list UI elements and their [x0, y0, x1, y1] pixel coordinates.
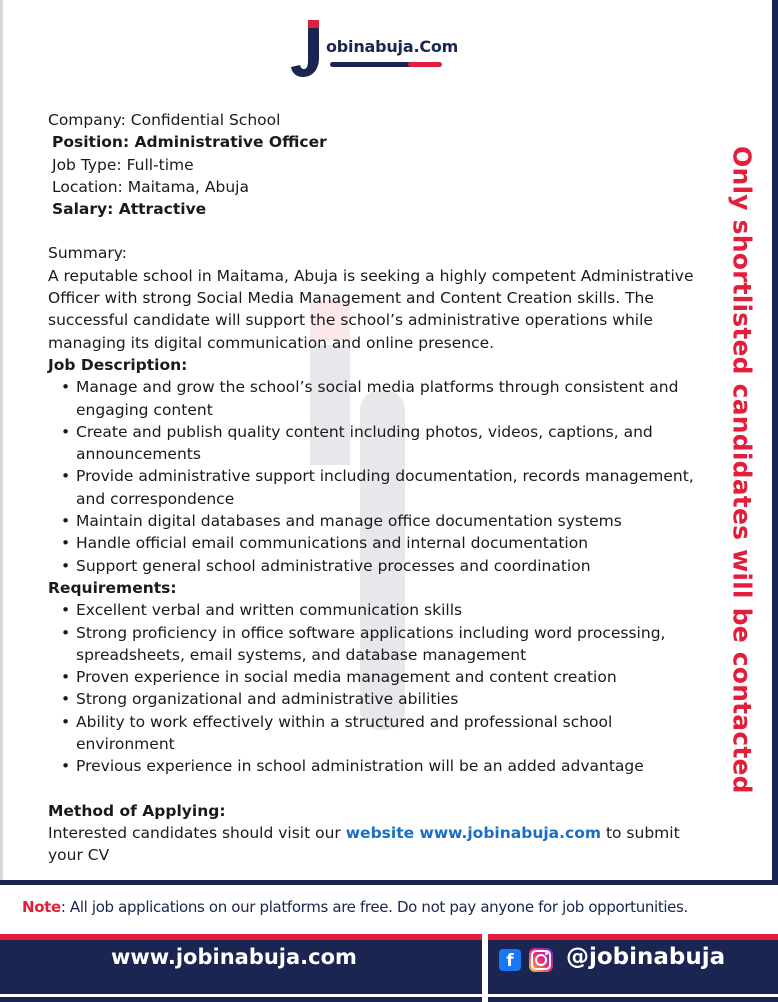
left-border — [0, 0, 3, 880]
list-item: • Proven experience in social media management and content creation — [48, 666, 708, 688]
job-type-line: Job Type: Full-time — [52, 155, 194, 174]
list-item: • Provide administrative support including documentation, records management, and correspondence — [48, 465, 708, 510]
note-text: : All job applications on our platforms are free. Do not pay anyone for job opportunities. — [60, 898, 688, 916]
footer-bottom-stripe — [0, 994, 778, 997]
requirements-list — [48, 599, 708, 777]
note-label: Note — [22, 898, 61, 916]
right-border — [772, 0, 778, 880]
summary-text: A reputable school in Maitama, Abuja is seeking a highly competent Administrative Officer with strong Social Media Management and Content Creation skills. The successful candidate will support the school’s administrative operations while managing its digital communication and online presence. — [48, 266, 694, 352]
logo-wordmark: obinabuja.Com — [326, 37, 459, 56]
job-post-body — [48, 109, 708, 867]
shortlist-notice — [725, 148, 759, 792]
footer-column-divider — [482, 934, 488, 1002]
list-item: • Manage and grow the school’s social media platforms through consistent and engaging content — [48, 376, 708, 421]
summary-heading: Summary: — [48, 244, 127, 263]
company-line: Company: Confidential School — [48, 111, 281, 129]
list-item: • Support general school administrative processes and coordination — [48, 555, 708, 577]
list-item: • Maintain digital databases and manage office documentation systems — [48, 510, 708, 532]
list-item: • Strong proficiency in office software applications including word processing, spreadsheets, email systems, and database management — [48, 622, 708, 667]
list-item: • Strong organizational and administrative abilities — [48, 688, 708, 710]
footer-divider-line — [0, 880, 778, 885]
shortlist-notice-text: Only shortlisted candidates will be contacted — [727, 146, 757, 794]
apply-prefix: Interested candidates should visit our — [48, 823, 346, 842]
method-of-applying-heading: Method of Applying: — [48, 801, 226, 820]
list-item: • Handle official email communications and internal documentation — [48, 532, 708, 554]
list-item: • Create and publish quality content including photos, videos, captions, and announcements — [48, 421, 708, 466]
facebook-icon[interactable]: f — [499, 949, 521, 971]
list-item: • Ability to work effectively within a structured and professional school environment — [48, 711, 708, 756]
list-item: • Excellent verbal and written communication skills — [48, 599, 708, 621]
spacer — [48, 778, 708, 800]
location-line: Location: Maitama, Abuja — [52, 177, 249, 196]
website-link[interactable]: website www.jobinabuja.com — [345, 823, 602, 842]
job-description-list — [48, 376, 708, 577]
logo-underline-red — [408, 62, 442, 67]
requirements-heading: Requirements: — [48, 578, 177, 597]
jobinabuja-logo — [290, 20, 470, 80]
list-item: • Previous experience in school administration will be an added advantage — [48, 755, 708, 777]
j-logo-icon — [290, 20, 326, 78]
position-line: Position: Administrative Officer — [52, 133, 327, 152]
apply-suffix: to submit your CV — [48, 823, 680, 865]
salary-line: Salary: Attractive — [52, 200, 207, 219]
instagram-icon[interactable] — [529, 948, 553, 972]
social-handle[interactable]: @jobinabuja — [566, 944, 726, 970]
apply-instructions — [48, 822, 708, 867]
footer-note — [22, 898, 688, 916]
job-description-heading: Job Description: — [48, 355, 188, 374]
footer-website-link[interactable]: www.jobinabuja.com — [111, 945, 357, 969]
spacer — [48, 220, 708, 242]
